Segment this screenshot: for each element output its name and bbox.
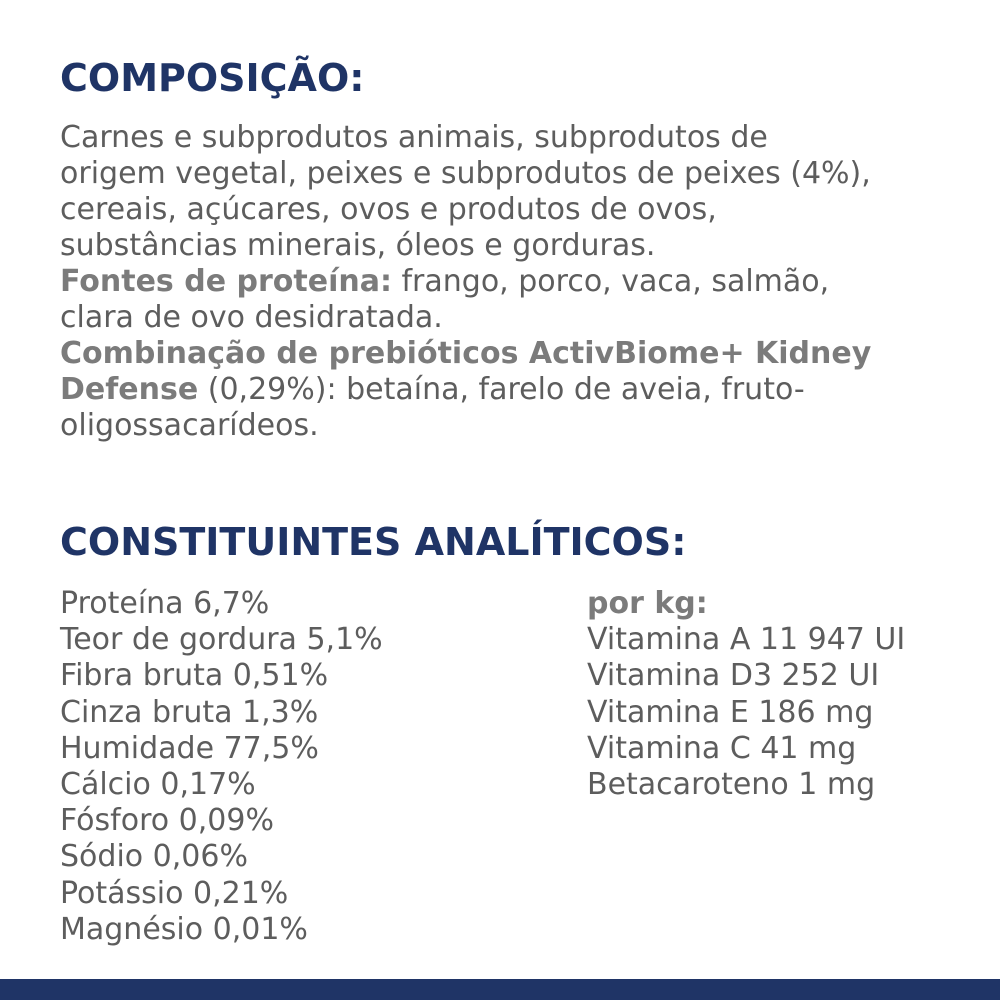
composition-line [60,120,980,156]
analytical-item: Proteína 6,7% [60,586,270,621]
vitamin-item: Vitamina D3 252 UI [587,658,880,694]
analytical-item: Sódio 0,06% [60,839,248,875]
composition-bold-label: Defense [60,372,199,407]
composition-bold-label: Combinação de prebióticos ActivBiome+ Kidney [60,336,872,371]
analytical-item: Fibra bruta 0,51% [60,658,329,694]
composition-line-text: origem vegetal, peixes e subprodutos de peixes (4%), [60,156,871,191]
vitamin-item: Betacaroteno 1 mg [587,767,876,803]
vitamins-per-kg-list [587,586,905,803]
composition-line [60,192,980,228]
composition-heading: COMPOSIÇÃO: [60,56,365,100]
composition-line-text: oligossacarídeos. [60,408,319,443]
per-kg-label: por kg: [587,586,708,621]
composition-line [60,264,980,300]
composition-line [60,300,980,336]
composition-line-text: frango, porco, vaca, salmão, [391,264,830,299]
vitamin-item: Vitamina A 11 947 UI [587,622,906,658]
composition-line [60,156,980,192]
analytical-item: Potássio 0,21% [60,875,289,911]
composition-line-text: Carnes e subprodutos animais, subprodutos de [60,120,768,155]
analytical-item: Cálcio 0,17% [60,767,256,803]
composition-line [60,228,980,264]
composition-line [60,336,980,372]
analytical-item: Cinza bruta 1,3% [60,694,319,730]
composition-bold-label: Fontes de proteína: [60,264,392,299]
composition-line-text: substâncias minerais, óleos e gorduras. [60,228,656,263]
analytical-item: Magnésio 0,01% [60,911,308,947]
composition-line [60,408,980,444]
analytical-constituents-heading: CONSTITUINTES ANALÍTICOS: [60,520,687,564]
vitamin-item: Vitamina E 186 mg [587,694,874,730]
vitamin-item: Vitamina C 41 mg [587,730,857,766]
analytical-item: Teor de gordura 5,1% [60,622,383,658]
composition-line-text: cereais, açúcares, ovos e produtos de ovos, [60,192,717,227]
composition-text [60,120,980,444]
composition-line-text: (0,29%): betaína, farelo de aveia, fruto- [198,372,805,407]
footer-bar [0,979,1000,1000]
composition-line [60,372,980,408]
analytical-item: Humidade 77,5% [60,730,319,766]
analytical-item: Fósforo 0,09% [60,803,274,839]
composition-line-text: clara de ovo desidratada. [60,300,443,335]
analytical-constituents-list [60,586,383,948]
